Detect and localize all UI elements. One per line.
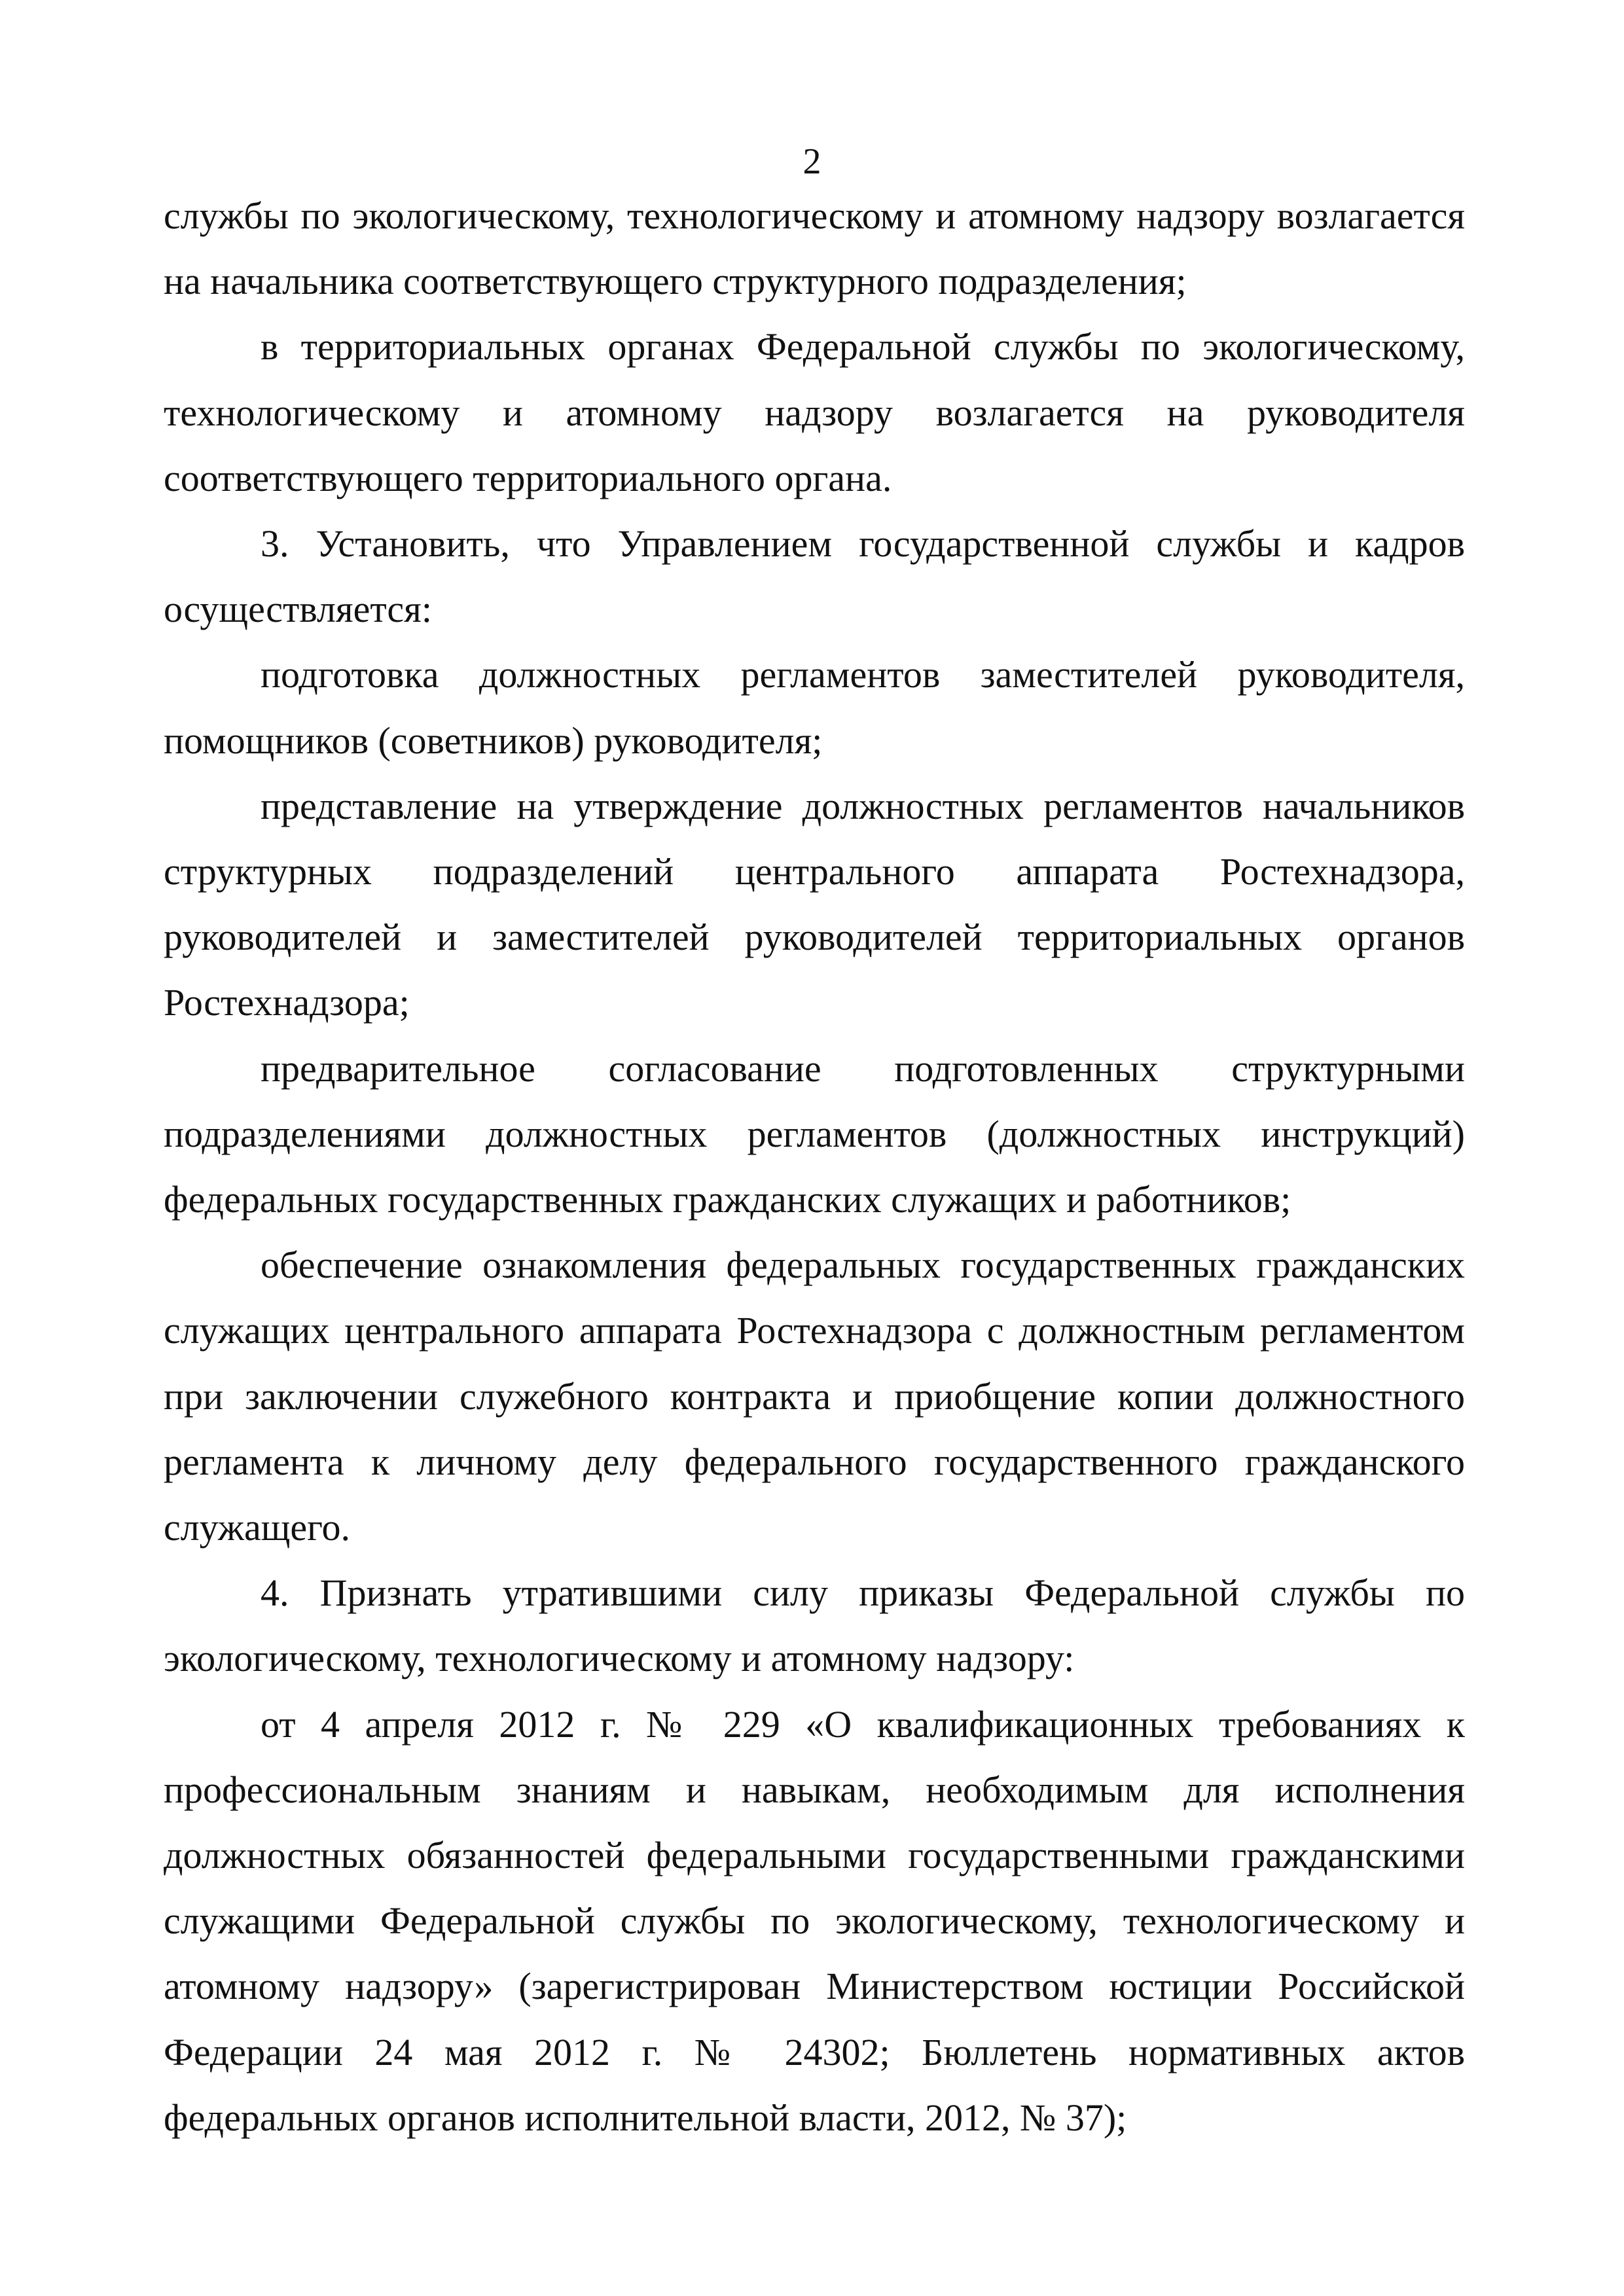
paragraph-1: службы по экологическому, технологическому и атомному надзору возлагается на начальника соответствующего структурного подразделения; xyxy=(164,194,1465,303)
paragraph-2: в территориальных органах Федеральной службы по экологическому, технологическому и атомному надзору возлагается на руководителя соответствующего территориального органа. xyxy=(164,325,1465,499)
paragraph-7: обеспечение ознакомления федеральных государственных гражданских служащих центрального аппарата Ростехнадзора с должностным регламентом при заключении служебного контракта и приобщение копии должностного регламента к личному делу федерального государственного гражданского служащего. xyxy=(164,1244,1465,1549)
page-number: 2 xyxy=(803,141,821,182)
paragraph-9: от 4 апреля 2012 г. № 229 «О квалификационных требованиях к профессиональным знаниям и навыкам, необходимым для исполнения должностных обязанностей федеральными государственными гражданскими служащими Федеральной службы по экологическому, технологическому и атомному надзору» (зарегистрирован Министерством юстиции Российской Федерации 24 мая 2012 г. № 24302; Бюллетень нормативных актов федеральных органов исполнительной власти, 2012, № 37); xyxy=(164,1702,1465,2139)
paragraph-6: предварительное согласование подготовленных структурными подразделениями должностных регламентов (должностных инструкций) федеральных государственных гражданских служащих и работников; xyxy=(164,1047,1465,1221)
document-body xyxy=(164,183,1465,2151)
paragraph-5: представление на утверждение должностных регламентов начальников структурных подразделений центрального аппарата Ростехнадзора, руководителей и заместителей руководителей территориальных органов Ростехнадзора; xyxy=(164,784,1465,1024)
paragraph-4: подготовка должностных регламентов заместителей руководителя, помощников (советников) руководителя; xyxy=(164,653,1465,762)
paragraph-8: 4. Признать утратившими силу приказы Федеральной службы по экологическому, технологическому и атомному надзору: xyxy=(164,1571,1465,1680)
paragraph-3: 3. Установить, что Управлением государственной службы и кадров осуществляется: xyxy=(164,522,1465,631)
